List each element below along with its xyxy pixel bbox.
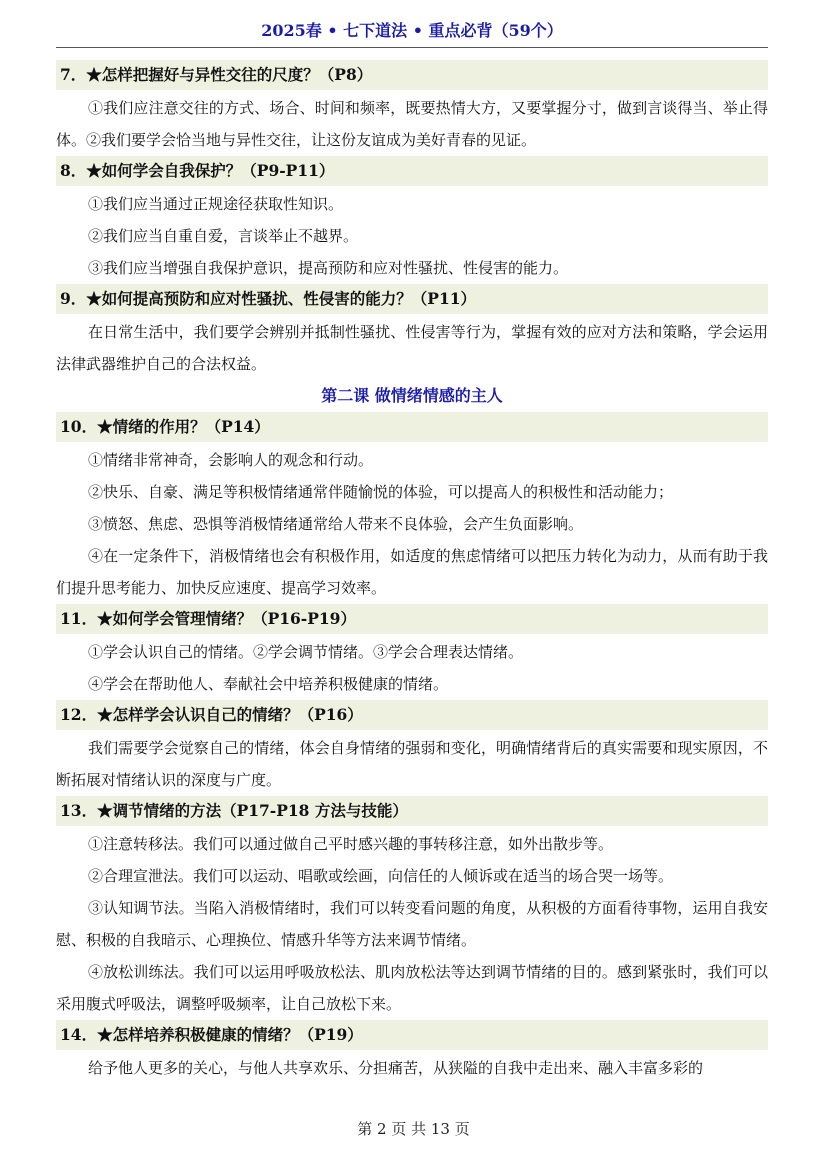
answer-paragraph: ①我们应注意交往的方式、场合、时间和频率，既要热情大方，又要掌握分寸，做到言谈得当、举止得体。②我们要学会恰当地与异性交往，让这份友谊成为美好青春的见证。 xyxy=(56,99,768,149)
answer-paragraph: ②我们应当自重自爱，言谈举止不越界。 xyxy=(88,227,359,245)
answer-paragraph: ③认知调节法。当陷入消极情绪时，我们可以转变看问题的角度，从积极的方面看待事物，运用自我安慰、积极的自我暗示、心理换位、情感升华等方法来调节情绪。 xyxy=(56,899,768,949)
question-9: 9．★如何提高预防和应对性骚扰、性侵害的能力？（P11） xyxy=(56,284,768,314)
answer-paragraph: ①情绪非常神奇，会影响人的观念和行动。 xyxy=(88,451,374,469)
page-number: 第 2 页 共 13 页 xyxy=(357,1120,470,1138)
question-10: 10．★情绪的作用？（P14） xyxy=(56,412,768,442)
answer-paragraph: ②合理宣泄法。我们可以运动、唱歌或绘画，向信任的人倾诉或在适当的场合哭一场等。 xyxy=(88,867,674,885)
question-8: 8．★如何学会自我保护？（P9-P11） xyxy=(56,156,768,186)
answer-paragraph: ③愤怒、焦虑、恐惧等消极情绪通常给人带来不良体验，会产生负面影响。 xyxy=(88,515,584,533)
question-13: 13．★调节情绪的方法（P17-P18 方法与技能） xyxy=(56,796,768,826)
answer-paragraph: ①学会认识自己的情绪。②学会调节情绪。③学会合理表达情绪。 xyxy=(88,643,524,661)
document-body xyxy=(56,60,768,1084)
lesson-title: 第二课 做情绪情感的主人 xyxy=(321,386,503,405)
question-7: 7．★怎样把握好与异性交往的尺度？（P8） xyxy=(56,60,768,90)
question-11: 11．★如何学会管理情绪？（P16-P19） xyxy=(56,604,768,634)
answer-paragraph: 在日常生活中，我们要学会辨别并抵制性骚扰、性侵害等行为，掌握有效的应对方法和策略，学会运用法律武器维护自己的合法权益。 xyxy=(56,323,768,373)
answer-paragraph: ①注意转移法。我们可以通过做自己平时感兴趣的事转移注意，如外出散步等。 xyxy=(88,835,614,853)
question-14: 14．★怎样培养积极健康的情绪？（P19） xyxy=(56,1020,768,1050)
answer-paragraph: 给予他人更多的关心，与他人共享欢乐、分担痛苦，从狭隘的自我中走出来、融入丰富多彩的 xyxy=(88,1059,704,1077)
answer-paragraph: ①我们应当通过正规途径获取性知识。 xyxy=(88,195,344,213)
answer-paragraph: ④在一定条件下，消极情绪也会有积极作用，如适度的焦虑情绪可以把压力转化为动力，从而有助于我们提升思考能力、加快反应速度、提高学习效率。 xyxy=(56,547,768,597)
page-header-title: 2025春 • 七下道法 • 重点必背（59个） xyxy=(56,18,768,48)
question-12: 12．★怎样学会认识自己的情绪？（P16） xyxy=(56,700,768,730)
answer-paragraph: ③我们应当增强自我保护意识，提高预防和应对性骚扰、性侵害的能力。 xyxy=(88,259,569,277)
answer-paragraph: ②快乐、自豪、满足等积极情绪通常伴随愉悦的体验，可以提高人的积极性和活动能力； xyxy=(88,483,674,501)
answer-paragraph: ④学会在帮助他人、奉献社会中培养积极健康的情绪。 xyxy=(88,675,449,693)
answer-paragraph: ④放松训练法。我们可以运用呼吸放松法、肌肉放松法等达到调节情绪的目的。感到紧张时，我们可以采用腹式呼吸法，调整呼吸频率，让自己放松下来。 xyxy=(56,963,768,1013)
answer-paragraph: 我们需要学会觉察自己的情绪，体会自身情绪的强弱和变化，明确情绪背后的真实需要和现实原因，不断拓展对情绪认识的深度与广度。 xyxy=(56,739,768,789)
